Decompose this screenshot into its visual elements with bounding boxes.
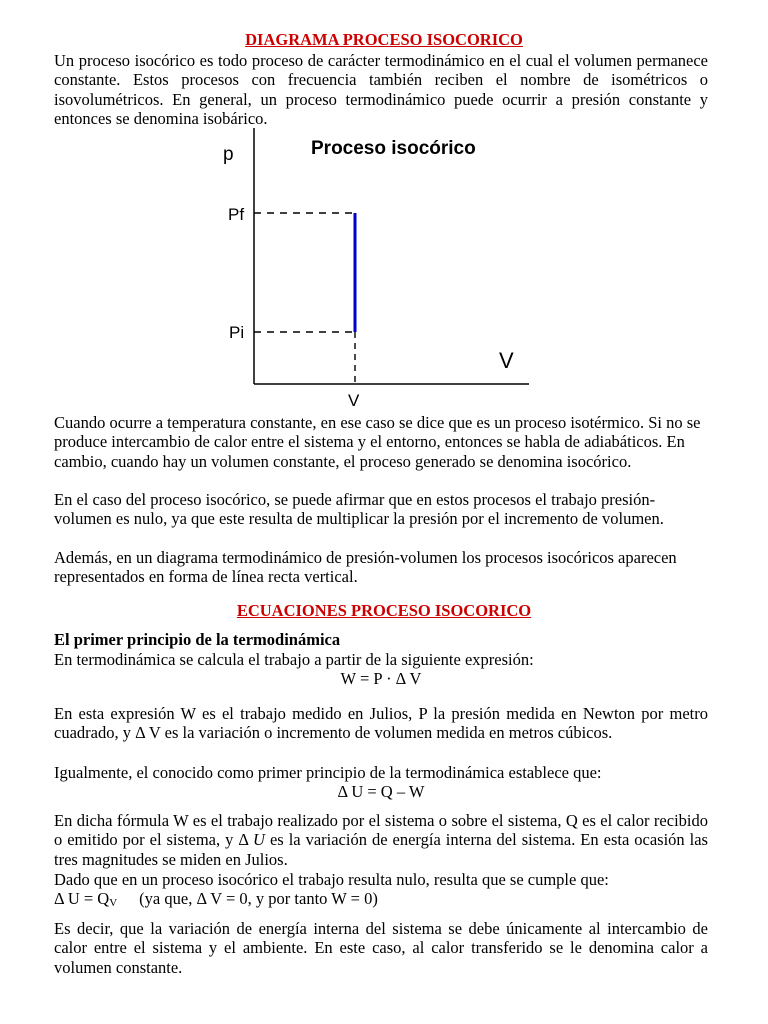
- equation-first-principle: Δ U = Q – W: [337, 782, 425, 801]
- diagram-title: Proceso isocórico: [311, 138, 476, 159]
- work-expression-intro: En termodinámica se calcula el trabajo a partir de la siguiente expresión:: [54, 650, 534, 669]
- work-explanation: En esta expresión W es el trabajo medido en Julios, P la presión medida en Newton por metro cuadrado, y Δ V es la variación o incremento de volumen medida en metros cúbicos.: [54, 704, 708, 743]
- isochoric-condition-intro: Dado que en un proceso isocórico el trabajo resulta nulo, resulta que se cumple que:: [54, 870, 609, 889]
- pi-label: Pi: [229, 323, 245, 342]
- formula-explanation-part2: es la variación de energía interna del sistema. En esta ocasión las tres magnitudes se miden en Julios.: [54, 830, 708, 869]
- conclusion-paragraph: Es decir, que la variación de energía interna del sistema se debe únicamente al intercambio de calor entre el sistema y el ambiente. En este caso, al calor transferido se le denomina calor a volumen constante.: [54, 919, 708, 977]
- equation-work: W = P · Δ V: [340, 669, 422, 688]
- equation-isochoric-subscript: V: [109, 897, 118, 909]
- equation-isochoric: [54, 889, 708, 911]
- first-principle-heading: El primer principio de la termodinámica: [54, 630, 341, 649]
- y-axis-label: p: [223, 144, 234, 165]
- section-title-equations: ECUACIONES PROCESO ISOCORICO: [236, 601, 532, 620]
- page-title: DIAGRAMA PROCESO ISOCORICO: [245, 30, 523, 49]
- paragraph-work-null: En el caso del proceso isocórico, se puede afirmar que en estos procesos el trabajo presión-volumen es nulo, ya que este resulta de multiplicar la presión por el incremento de volumen.: [54, 490, 664, 529]
- intro-paragraph: Un proceso isocórico es todo proceso de carácter termodinámico en el cual el volumen permanece constante. Estos procesos con frecuencia también reciben el nombre de isométricos o isovolumétricos. En general, un proceso termodinámico puede ocurrir a presión constante y entonces se denomina isobárico.: [54, 51, 708, 129]
- paragraph-isothermal: Cuando ocurre a temperatura constante, en ese caso se dice que es un proceso isotérmico. Si no se produce intercambio de calor entre el sistema y el entorno, entonces se habla de adiabáticos. En cambio, cuando hay un volumen constante, el proceso generado se denomina isocórico.: [54, 413, 701, 471]
- v-tick-label: V: [348, 391, 360, 410]
- equation-isochoric-note: (ya que, Δ V = 0, y por tanto W = 0): [139, 889, 378, 908]
- isochoric-diagram: [205, 128, 535, 410]
- paragraph-vertical-line: Además, en un diagrama termodinámico de presión-volumen los procesos isocóricos aparecen representados en forma de línea recta vertical.: [54, 548, 677, 587]
- first-principle-intro: Igualmente, el conocido como primer principio de la termodinámica establece que:: [54, 763, 602, 782]
- formula-explanation-u: U: [253, 830, 265, 850]
- formula-explanation: [54, 811, 708, 869]
- x-axis-label: V: [499, 348, 514, 373]
- formula-explanation-part1: En dicha fórmula W es el trabajo realizado por el sistema o sobre el sistema, Q es el calor recibido o emitido por el sistema, y Δ: [54, 811, 708, 850]
- pf-label: Pf: [228, 205, 245, 224]
- equation-isochoric-main: Δ U = Q: [54, 889, 110, 908]
